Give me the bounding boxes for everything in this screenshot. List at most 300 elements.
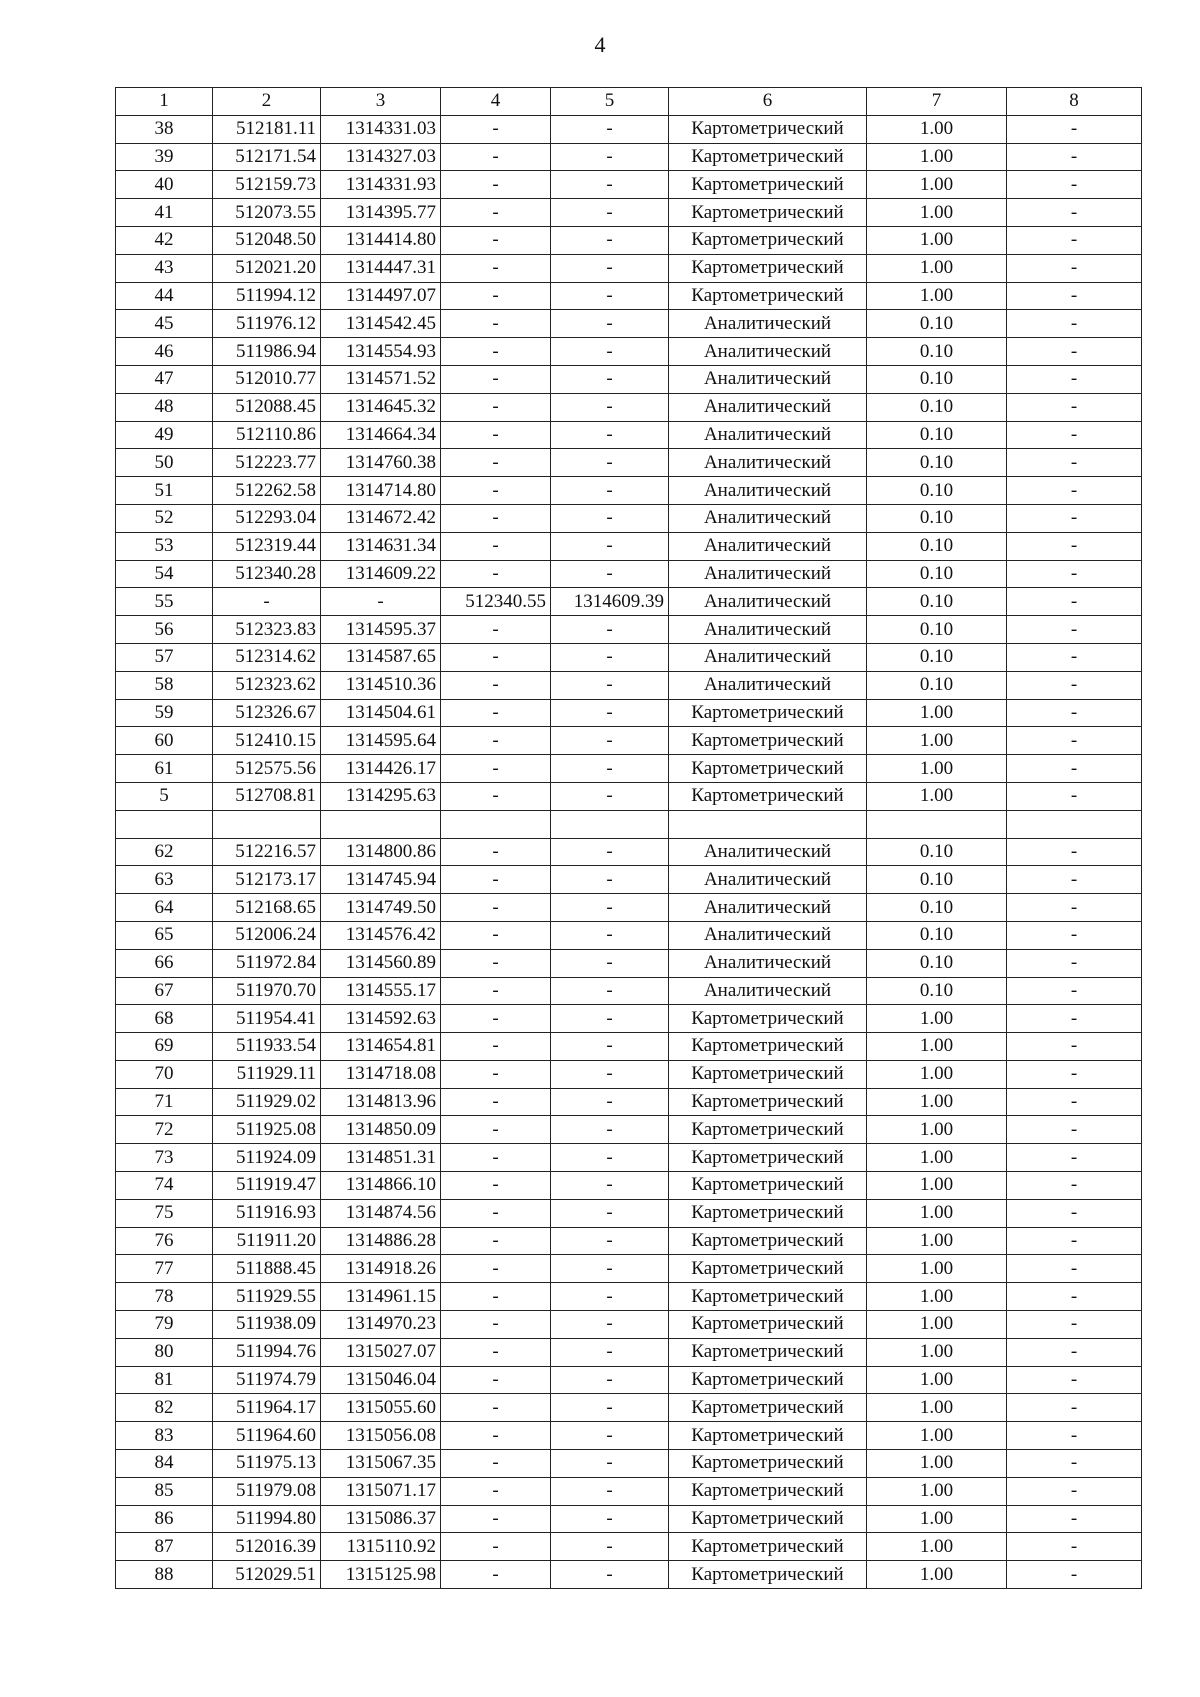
x-coordinate-cell: 512048.50 [213, 226, 321, 254]
x-coordinate-cell: 511979.08 [213, 1477, 321, 1505]
x-coordinate-cell: 511929.11 [213, 1060, 321, 1088]
method-cell: Картометрический [669, 1005, 867, 1033]
x-coordinate-cell: 512168.65 [213, 894, 321, 922]
x-coordinate-cell: 511972.84 [213, 949, 321, 977]
note-cell: - [1007, 226, 1142, 254]
point-number-cell: 52 [116, 504, 213, 532]
x-coordinate-cell: 511976.12 [213, 310, 321, 338]
y-coordinate-alt-cell [551, 810, 669, 838]
x-coordinate-cell: 512159.73 [213, 171, 321, 199]
y-coordinate-cell: 1314645.32 [321, 393, 441, 421]
point-number-cell: 44 [116, 282, 213, 310]
y-coordinate-cell: 1314426.17 [321, 755, 441, 783]
y-coordinate-cell: 1314664.34 [321, 421, 441, 449]
table-row [116, 866, 1142, 894]
table-row [116, 1033, 1142, 1061]
accuracy-cell: 1.00 [867, 1366, 1007, 1394]
note-cell: - [1007, 977, 1142, 1005]
note-cell: - [1007, 477, 1142, 505]
point-number-cell: 71 [116, 1088, 213, 1116]
table-row [116, 1005, 1142, 1033]
table-row [116, 616, 1142, 644]
x-coordinate-cell: 512293.04 [213, 504, 321, 532]
y-coordinate-cell: 1314331.93 [321, 171, 441, 199]
accuracy-cell: 0.10 [867, 504, 1007, 532]
x-coordinate-alt-cell: - [441, 921, 551, 949]
table-row [116, 755, 1142, 783]
x-coordinate-cell: 511911.20 [213, 1227, 321, 1255]
method-cell: Картометрический [669, 1227, 867, 1255]
point-number-cell: 88 [116, 1561, 213, 1589]
method-cell: Картометрический [669, 1088, 867, 1116]
point-number-cell: 78 [116, 1283, 213, 1311]
y-coordinate-alt-cell: - [551, 671, 669, 699]
y-coordinate-alt-cell: - [551, 1477, 669, 1505]
method-cell: Картометрический [669, 171, 867, 199]
x-coordinate-alt-cell: - [441, 671, 551, 699]
y-coordinate-alt-cell: - [551, 1561, 669, 1589]
x-coordinate-cell: 512323.83 [213, 616, 321, 644]
header-row [116, 88, 1142, 116]
x-coordinate-alt-cell: - [441, 727, 551, 755]
table-row [116, 338, 1142, 366]
method-cell: Картометрический [669, 699, 867, 727]
method-cell: Аналитический [669, 671, 867, 699]
y-coordinate-cell: 1314555.17 [321, 977, 441, 1005]
accuracy-cell: 0.10 [867, 949, 1007, 977]
y-coordinate-cell: 1314571.52 [321, 365, 441, 393]
note-cell: - [1007, 643, 1142, 671]
y-coordinate-cell: 1314745.94 [321, 866, 441, 894]
method-cell: Картометрический [669, 1172, 867, 1200]
x-coordinate-cell: 512088.45 [213, 393, 321, 421]
y-coordinate-cell: 1314866.10 [321, 1172, 441, 1200]
point-number-cell: 39 [116, 143, 213, 171]
x-coordinate-cell: 512010.77 [213, 365, 321, 393]
y-coordinate-alt-cell: - [551, 310, 669, 338]
table-row [116, 477, 1142, 505]
note-cell: - [1007, 1366, 1142, 1394]
x-coordinate-alt-cell: - [441, 643, 551, 671]
accuracy-cell: 1.00 [867, 1561, 1007, 1589]
method-cell: Картометрический [669, 282, 867, 310]
point-number-cell: 79 [116, 1311, 213, 1339]
y-coordinate-alt-cell: - [551, 782, 669, 810]
table-row [116, 1255, 1142, 1283]
y-coordinate-alt-cell: - [551, 977, 669, 1005]
accuracy-cell: 1.00 [867, 282, 1007, 310]
method-cell: Аналитический [669, 838, 867, 866]
x-coordinate-cell: 512262.58 [213, 477, 321, 505]
column-header-4: 4 [441, 88, 551, 116]
note-cell: - [1007, 1533, 1142, 1561]
table-row [116, 894, 1142, 922]
y-coordinate-alt-cell: - [551, 393, 669, 421]
y-coordinate-alt-cell: - [551, 504, 669, 532]
table-row [116, 1116, 1142, 1144]
x-coordinate-alt-cell: - [441, 755, 551, 783]
table-row [116, 1060, 1142, 1088]
x-coordinate-cell: 511938.09 [213, 1311, 321, 1339]
point-number-cell: 75 [116, 1199, 213, 1227]
y-coordinate-alt-cell: - [551, 1033, 669, 1061]
method-cell: Аналитический [669, 393, 867, 421]
method-cell: Аналитический [669, 866, 867, 894]
note-cell: - [1007, 1255, 1142, 1283]
method-cell: Картометрический [669, 755, 867, 783]
x-coordinate-alt-cell: - [441, 1033, 551, 1061]
method-cell: Аналитический [669, 338, 867, 366]
y-coordinate-cell: 1314718.08 [321, 1060, 441, 1088]
x-coordinate-alt-cell: - [441, 1144, 551, 1172]
y-coordinate-alt-cell: - [551, 1338, 669, 1366]
y-coordinate-cell: 1314497.07 [321, 282, 441, 310]
y-coordinate-alt-cell: - [551, 282, 669, 310]
point-number-cell: 55 [116, 588, 213, 616]
table-row [116, 143, 1142, 171]
method-cell: Картометрический [669, 1450, 867, 1478]
table-row [116, 727, 1142, 755]
table-row [116, 1422, 1142, 1450]
y-coordinate-cell: 1315027.07 [321, 1338, 441, 1366]
point-number-cell: 82 [116, 1394, 213, 1422]
note-cell: - [1007, 616, 1142, 644]
table-row [116, 1338, 1142, 1366]
y-coordinate-alt-cell: - [551, 477, 669, 505]
method-cell: Картометрический [669, 1338, 867, 1366]
accuracy-cell: 1.00 [867, 1283, 1007, 1311]
x-coordinate-alt-cell: - [441, 616, 551, 644]
accuracy-cell: 0.10 [867, 560, 1007, 588]
x-coordinate-alt-cell: - [441, 477, 551, 505]
x-coordinate-alt-cell: - [441, 199, 551, 227]
accuracy-cell: 1.00 [867, 727, 1007, 755]
y-coordinate-alt-cell: 1314609.39 [551, 588, 669, 616]
y-coordinate-cell: 1314813.96 [321, 1088, 441, 1116]
table-row [116, 421, 1142, 449]
x-coordinate-alt-cell: - [441, 504, 551, 532]
table-row [116, 838, 1142, 866]
accuracy-cell: 1.00 [867, 1116, 1007, 1144]
note-cell: - [1007, 1422, 1142, 1450]
y-coordinate-cell: 1315055.60 [321, 1394, 441, 1422]
note-cell: - [1007, 365, 1142, 393]
note-cell: - [1007, 532, 1142, 560]
x-coordinate-cell: 512073.55 [213, 199, 321, 227]
table-row [116, 226, 1142, 254]
x-coordinate-alt-cell: - [441, 1005, 551, 1033]
accuracy-cell: 1.00 [867, 1060, 1007, 1088]
x-coordinate-alt-cell: - [441, 226, 551, 254]
accuracy-cell: 1.00 [867, 1394, 1007, 1422]
y-coordinate-cell: 1314631.34 [321, 532, 441, 560]
y-coordinate-cell [321, 810, 441, 838]
table-row [116, 949, 1142, 977]
accuracy-cell: 1.00 [867, 1477, 1007, 1505]
note-cell: - [1007, 254, 1142, 282]
x-coordinate-alt-cell: - [441, 532, 551, 560]
x-coordinate-alt-cell: - [441, 1227, 551, 1255]
x-coordinate-alt-cell: - [441, 1060, 551, 1088]
x-coordinate-cell: 511994.76 [213, 1338, 321, 1366]
point-number-cell: 63 [116, 866, 213, 894]
method-cell: Картометрический [669, 1533, 867, 1561]
note-cell: - [1007, 143, 1142, 171]
note-cell: - [1007, 421, 1142, 449]
point-number-cell: 66 [116, 949, 213, 977]
note-cell: - [1007, 1338, 1142, 1366]
y-coordinate-cell: 1314886.28 [321, 1227, 441, 1255]
x-coordinate-cell: 512173.17 [213, 866, 321, 894]
y-coordinate-alt-cell: - [551, 1533, 669, 1561]
x-coordinate-alt-cell: - [441, 1366, 551, 1394]
accuracy-cell: 1.00 [867, 115, 1007, 143]
table-row [116, 1533, 1142, 1561]
x-coordinate-cell: 512216.57 [213, 838, 321, 866]
y-coordinate-alt-cell: - [551, 1255, 669, 1283]
y-coordinate-alt-cell: - [551, 1199, 669, 1227]
y-coordinate-cell: 1315056.08 [321, 1422, 441, 1450]
y-coordinate-alt-cell: - [551, 1366, 669, 1394]
method-cell: Аналитический [669, 616, 867, 644]
y-coordinate-alt-cell: - [551, 115, 669, 143]
note-cell: - [1007, 949, 1142, 977]
y-coordinate-cell: 1315086.37 [321, 1505, 441, 1533]
accuracy-cell: 1.00 [867, 1450, 1007, 1478]
accuracy-cell: 1.00 [867, 1533, 1007, 1561]
note-cell: - [1007, 1283, 1142, 1311]
x-coordinate-cell: 511970.70 [213, 977, 321, 1005]
column-header-7: 7 [867, 88, 1007, 116]
accuracy-cell: 0.10 [867, 310, 1007, 338]
accuracy-cell: 1.00 [867, 755, 1007, 783]
accuracy-cell: 0.10 [867, 866, 1007, 894]
note-cell: - [1007, 1561, 1142, 1589]
accuracy-cell: 0.10 [867, 393, 1007, 421]
note-cell: - [1007, 671, 1142, 699]
x-coordinate-alt-cell: - [441, 282, 551, 310]
accuracy-cell: 1.00 [867, 1422, 1007, 1450]
y-coordinate-cell: 1315067.35 [321, 1450, 441, 1478]
method-cell [669, 810, 867, 838]
y-coordinate-cell: 1314554.93 [321, 338, 441, 366]
y-coordinate-cell: 1314961.15 [321, 1283, 441, 1311]
y-coordinate-cell: 1314587.65 [321, 643, 441, 671]
coordinates-table [115, 87, 1142, 1589]
x-coordinate-cell: 511929.02 [213, 1088, 321, 1116]
table-row [116, 1311, 1142, 1339]
column-header-3: 3 [321, 88, 441, 116]
x-coordinate-alt-cell: - [441, 1088, 551, 1116]
note-cell: - [1007, 866, 1142, 894]
point-number-cell: 70 [116, 1060, 213, 1088]
table-row [116, 1394, 1142, 1422]
x-coordinate-cell: 511975.13 [213, 1450, 321, 1478]
table-row [116, 254, 1142, 282]
y-coordinate-alt-cell: - [551, 755, 669, 783]
accuracy-cell: 1.00 [867, 1255, 1007, 1283]
x-coordinate-alt-cell: - [441, 1172, 551, 1200]
x-coordinate-alt-cell: - [441, 1477, 551, 1505]
y-coordinate-cell: 1314560.89 [321, 949, 441, 977]
table-row [116, 199, 1142, 227]
y-coordinate-alt-cell: - [551, 643, 669, 671]
y-coordinate-alt-cell: - [551, 532, 669, 560]
method-cell: Картометрический [669, 1366, 867, 1394]
note-cell: - [1007, 338, 1142, 366]
point-number-cell: 57 [116, 643, 213, 671]
note-cell: - [1007, 1394, 1142, 1422]
y-coordinate-cell: 1314714.80 [321, 477, 441, 505]
note-cell: - [1007, 449, 1142, 477]
x-coordinate-alt-cell: - [441, 1450, 551, 1478]
y-coordinate-cell: 1314595.37 [321, 616, 441, 644]
accuracy-cell: 1.00 [867, 1088, 1007, 1116]
x-coordinate-cell: 511986.94 [213, 338, 321, 366]
y-coordinate-cell: 1314576.42 [321, 921, 441, 949]
point-number-cell: 42 [116, 226, 213, 254]
x-coordinate-cell: 511929.55 [213, 1283, 321, 1311]
column-header-6: 6 [669, 88, 867, 116]
point-number-cell: 59 [116, 699, 213, 727]
point-number-cell: 65 [116, 921, 213, 949]
point-number-cell: 74 [116, 1172, 213, 1200]
point-number-cell: 77 [116, 1255, 213, 1283]
method-cell: Аналитический [669, 977, 867, 1005]
method-cell: Аналитический [669, 949, 867, 977]
accuracy-cell: 1.00 [867, 171, 1007, 199]
method-cell: Картометрический [669, 1199, 867, 1227]
y-coordinate-cell: 1314760.38 [321, 449, 441, 477]
accuracy-cell: 1.00 [867, 1033, 1007, 1061]
method-cell: Картометрический [669, 1060, 867, 1088]
note-cell: - [1007, 894, 1142, 922]
method-cell: Аналитический [669, 504, 867, 532]
table-body [116, 88, 1142, 1589]
point-number-cell: 84 [116, 1450, 213, 1478]
y-coordinate-alt-cell: - [551, 1505, 669, 1533]
x-coordinate-alt-cell: - [441, 1338, 551, 1366]
y-coordinate-alt-cell: - [551, 1088, 669, 1116]
y-coordinate-cell: - [321, 588, 441, 616]
point-number-cell: 41 [116, 199, 213, 227]
y-coordinate-cell: 1314874.56 [321, 1199, 441, 1227]
y-coordinate-alt-cell: - [551, 699, 669, 727]
y-coordinate-alt-cell: - [551, 1116, 669, 1144]
point-number-cell: 67 [116, 977, 213, 1005]
y-coordinate-alt-cell: - [551, 365, 669, 393]
accuracy-cell: 1.00 [867, 199, 1007, 227]
y-coordinate-cell: 1314447.31 [321, 254, 441, 282]
method-cell: Аналитический [669, 894, 867, 922]
y-coordinate-cell: 1314800.86 [321, 838, 441, 866]
column-header-1: 1 [116, 88, 213, 116]
table-row [116, 1450, 1142, 1478]
accuracy-cell: 1.00 [867, 699, 1007, 727]
table-row [116, 393, 1142, 421]
table-row [116, 977, 1142, 1005]
note-cell: - [1007, 921, 1142, 949]
y-coordinate-alt-cell: - [551, 338, 669, 366]
y-coordinate-cell: 1314327.03 [321, 143, 441, 171]
note-cell: - [1007, 1505, 1142, 1533]
y-coordinate-cell: 1315110.92 [321, 1533, 441, 1561]
x-coordinate-cell: 511933.54 [213, 1033, 321, 1061]
y-coordinate-cell: 1314672.42 [321, 504, 441, 532]
x-coordinate-cell: 511888.45 [213, 1255, 321, 1283]
table-row [116, 588, 1142, 616]
y-coordinate-cell: 1314918.26 [321, 1255, 441, 1283]
method-cell: Картометрический [669, 1144, 867, 1172]
x-coordinate-cell: 511924.09 [213, 1144, 321, 1172]
note-cell: - [1007, 393, 1142, 421]
x-coordinate-alt-cell: - [441, 310, 551, 338]
x-coordinate-alt-cell: - [441, 1199, 551, 1227]
point-number-cell: 86 [116, 1505, 213, 1533]
y-coordinate-alt-cell: - [551, 1394, 669, 1422]
y-coordinate-alt-cell: - [551, 727, 669, 755]
table-row [116, 1227, 1142, 1255]
point-number-cell: 48 [116, 393, 213, 421]
point-number-cell: 46 [116, 338, 213, 366]
table-row [116, 1144, 1142, 1172]
y-coordinate-cell: 1315046.04 [321, 1366, 441, 1394]
x-coordinate-alt-cell: - [441, 1283, 551, 1311]
point-number-cell: 40 [116, 171, 213, 199]
method-cell: Аналитический [669, 310, 867, 338]
table-row [116, 782, 1142, 810]
y-coordinate-alt-cell: - [551, 1005, 669, 1033]
note-cell: - [1007, 1477, 1142, 1505]
x-coordinate-alt-cell: - [441, 1505, 551, 1533]
x-coordinate-alt-cell: - [441, 1422, 551, 1450]
point-number-cell [116, 810, 213, 838]
accuracy-cell [867, 810, 1007, 838]
point-number-cell: 43 [116, 254, 213, 282]
accuracy-cell: 0.10 [867, 643, 1007, 671]
table-row [116, 532, 1142, 560]
method-cell: Картометрический [669, 1116, 867, 1144]
method-cell: Картометрический [669, 782, 867, 810]
note-cell: - [1007, 782, 1142, 810]
point-number-cell: 73 [116, 1144, 213, 1172]
table-row [116, 310, 1142, 338]
accuracy-cell: 1.00 [867, 1172, 1007, 1200]
point-number-cell: 49 [116, 421, 213, 449]
point-number-cell: 68 [116, 1005, 213, 1033]
y-coordinate-alt-cell: - [551, 560, 669, 588]
y-coordinate-alt-cell: - [551, 421, 669, 449]
accuracy-cell: 0.10 [867, 477, 1007, 505]
y-coordinate-alt-cell: - [551, 838, 669, 866]
method-cell: Картометрический [669, 1422, 867, 1450]
y-coordinate-alt-cell: - [551, 199, 669, 227]
note-cell: - [1007, 199, 1142, 227]
x-coordinate-alt-cell: - [441, 699, 551, 727]
x-coordinate-alt-cell: - [441, 393, 551, 421]
table-row [116, 643, 1142, 671]
method-cell: Картометрический [669, 1394, 867, 1422]
point-number-cell: 51 [116, 477, 213, 505]
y-coordinate-alt-cell: - [551, 866, 669, 894]
x-coordinate-alt-cell: - [441, 949, 551, 977]
method-cell: Аналитический [669, 477, 867, 505]
note-cell: - [1007, 1005, 1142, 1033]
note-cell: - [1007, 171, 1142, 199]
point-number-cell: 83 [116, 1422, 213, 1450]
x-coordinate-alt-cell: - [441, 365, 551, 393]
method-cell: Аналитический [669, 643, 867, 671]
